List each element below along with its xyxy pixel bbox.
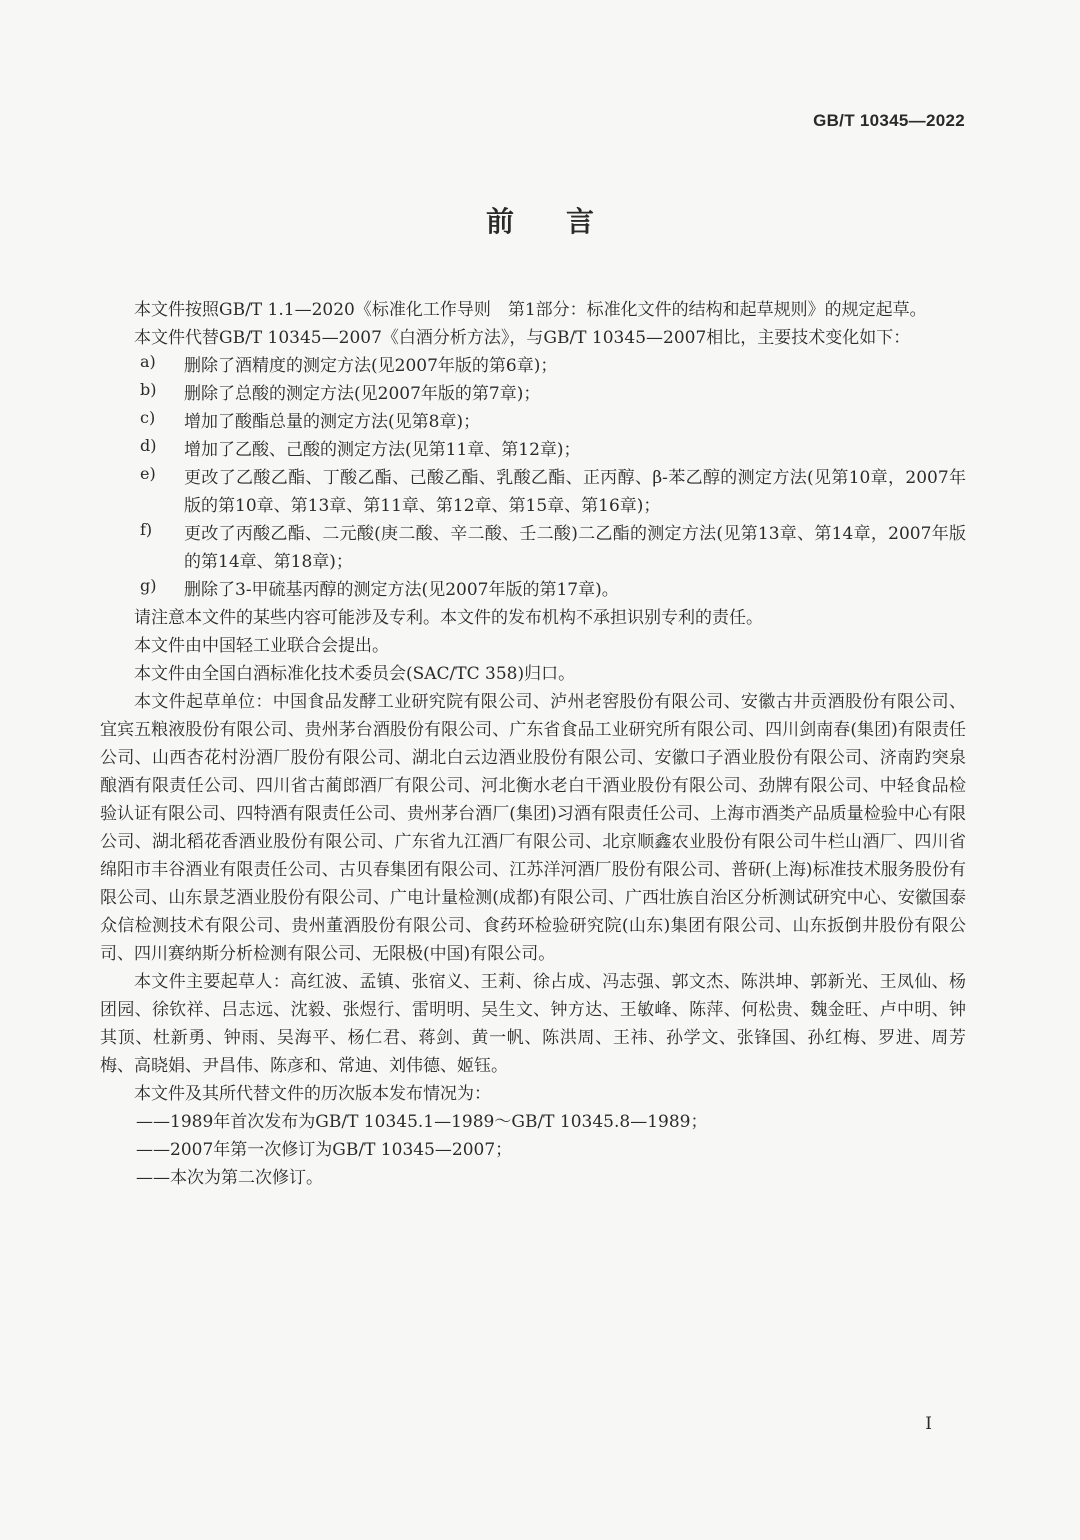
list-item-label: c) [140,408,156,427]
paragraph-patent-notice: 请注意本文件的某些内容可能涉及专利。本文件的发布机构不承担识别专利的责任。 [134,608,763,628]
list-item [100,464,966,520]
list-item-label: d) [140,436,157,455]
page-number: I [925,1414,932,1434]
list-item-text: 更改了乙酸乙酯、丁酸乙酯、己酸乙酯、乳酸乙酯、正丙醇、β-苯乙醇的测定方法(见第10章，2007年版的第10章、第13章、第11章、第12章、第15章、第16章)； [184,468,966,516]
list-item-label: g) [140,576,157,595]
list-item-text: 增加了乙酸、己酸的测定方法(见第11章、第12章)； [184,440,581,460]
list-item-text: 删除了总酸的测定方法(见2007年版的第7章)； [184,384,541,404]
list-item [100,380,966,408]
history-item: ——1989年首次发布为GB/T 10345.1—1989～GB/T 10345.8—1989； [136,1112,708,1132]
paragraph-proposer: 本文件由中国轻工业联合会提出。 [134,636,389,656]
list-item [100,408,966,436]
list-item-text: 更改了丙酸乙酯、二元酸(庚二酸、辛二酸、壬二酸)二乙酯的测定方法(见第13章、第14章，2007年版的第14章、第18章)； [184,524,966,572]
history-item: ——本次为第二次修订。 [136,1168,323,1188]
list-item [100,520,966,576]
preface-body [100,296,966,1192]
paragraph-drafting-rules: 本文件按照GB/T 1.1—2020《标准化工作导则 第1部分：标准化文件的结构和起草规则》的规定起草。 [134,300,927,320]
list-item-text: 增加了酸酯总量的测定方法(见第8章)； [184,412,481,432]
list-item-label: b) [140,380,157,399]
page-title: 前言 [485,205,646,238]
list-item [100,352,966,380]
paragraph-drafting-units: 本文件起草单位：中国食品发酵工业研究院有限公司、泸州老窖股份有限公司、安徽古井贡酒股份有限公司、宜宾五粮液股份有限公司、贵州茅台酒股份有限公司、广东省食品工业研究所有限公司、四川剑南春(集团)有限责任公司、山西杏花村汾酒厂股份有限公司、湖北白云边酒业股份有限公司、安徽口子酒业股份有限公司、济南趵突泉酿酒有限责任公司、四川省古蔺郎酒厂有限公司、河北衡水老白干酒业股份有限公司、劲牌有限公司、中轻食品检验认证有限公司、四特酒有限责任公司、贵州茅台酒厂(集团)习酒有限责任公司、上海市酒类产品质量检验中心有限公司、湖北稻花香酒业股份有限公司、广东省九江酒厂有限公司、北京顺鑫农业股份有限公司牛栏山酒厂、四川省绵阳市丰谷酒业有限责任公司、古贝春集团有限公司、江苏洋河酒厂股份有限公司、普研(上海)标准技术服务股份有限公司、山东景芝酒业股份有限公司、广电计量检测(成都)有限公司、广西壮族自治区分析测试研究中心、安徽国泰众信检测技术有限公司、贵州董酒股份有限公司、食药环检验研究院(山东)集团有限公司、山东扳倒井股份有限公司、四川赛纳斯分析检测有限公司、无限极(中国)有限公司。 [100,692,966,964]
list-item [100,436,966,464]
paragraph-drafters: 本文件主要起草人：高红波、孟镇、张宿义、王莉、徐占成、冯志强、郭文杰、陈洪坤、郭新光、王凤仙、杨团园、徐钦祥、吕志远、沈毅、张煜行、雷明明、吴生文、钟方达、王敏峰、陈萍、何松贵、魏金旺、卢中明、钟其顶、杜新勇、钟雨、吴海平、杨仁君、蒋剑、黄一帆、陈洪周、王祎、孙学文、张锋国、孙红梅、罗进、周芳梅、高晓娟、尹昌伟、陈彦和、常迪、刘伟德、姬钰。 [100,972,966,1076]
standard-code: GB/T 10345—2022 [813,111,965,130]
list-item-text: 删除了3-甲硫基丙醇的测定方法(见2007年版的第17章)。 [184,580,619,600]
paragraph-replaces: 本文件代替GB/T 10345—2007《白酒分析方法》，与GB/T 10345—2007相比，主要技术变化如下： [134,328,911,348]
list-item-label: a) [140,352,156,371]
history-item: ——2007年第一次修订为GB/T 10345—2007； [136,1140,513,1160]
list-item-label: f) [140,520,153,539]
paragraph-technical-committee: 本文件由全国白酒标准化技术委员会(SAC/TC 358)归口。 [134,664,576,684]
list-item-text: 删除了酒精度的测定方法(见2007年版的第6章)； [184,356,558,376]
list-item-label: e) [140,464,156,483]
list-item [100,576,966,604]
paragraph-history-intro: 本文件及其所代替文件的历次版本发布情况为： [134,1084,491,1104]
